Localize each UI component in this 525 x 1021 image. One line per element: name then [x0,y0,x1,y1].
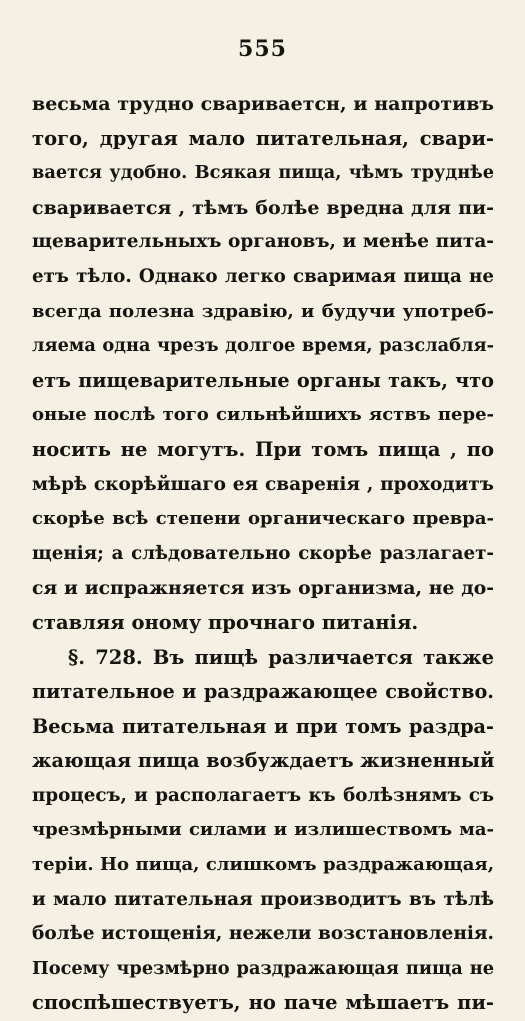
text-line: вается удобно. Всякая пища, чѣмъ труднѣе [32,162,494,184]
text-line: мѣрѣ скорѣйшаго ея сваренія , проходитъ [32,473,494,495]
section-heading-line: §. 728. Въ пищѣ различается также [68,645,494,669]
text-line: и мало питательная производитъ въ тѣлѣ [32,888,494,910]
text-line: носить не могутъ. При томъ пища , по [32,437,494,461]
text-line: всегда полезна здравію, и будучи употреб- [32,300,494,322]
body-text [32,87,494,1021]
text-line: весьма трудно свариваетсн, и напротивъ [32,93,494,115]
text-line: Весьма питательная и при томъ раздра- [32,714,494,738]
text-line: сваривается , тѣмъ болѣе вредна для пи- [32,196,494,219]
text-line: чрезмѣрными силами и излишествомъ ма- [32,819,494,841]
page-number: 555 [238,36,287,62]
text-line: ляема одна чрезъ долгое время, разслабля- [32,335,494,357]
text-line: етъ тѣло. Однако легко сваримая пища не [32,265,494,287]
text-line: питательное и раздражающее свойство. [32,680,494,704]
text-line: Посему чрезмѣрно раздражающая пища не [32,957,494,979]
text-line: етъ пищеварительные органы такъ, что [32,368,494,392]
text-line: скорѣе всѣ степени органическаго превра- [32,508,494,530]
text-line: ся и испражняется изъ организма, не до- [32,577,494,600]
text-line: болѣе истощенія, нежели возстановленія. [32,923,494,945]
text-line: того, другая мало питательная, свари- [32,126,494,150]
text-line: щенія; а слѣдовательно скорѣе разлагает- [32,542,494,564]
text-line: споспѣшествуетъ, но паче мѣшаетъ пи- [32,991,494,1015]
text-line: теріи. Но пища, слишкомъ раздражающая, [32,854,494,876]
text-line: щеварительныхъ органовъ, и менѣе пита- [32,231,494,253]
text-line: процесъ, и располагаетъ къ болѣзнямъ съ [32,784,494,806]
text-line: жающая пища возбуждаетъ жизненный [32,749,494,773]
paragraph-end-line: ставляя оному прочнаго питанія. [32,610,419,634]
text-line: оные послѣ того сильнѣйшихъ яствъ пере- [32,404,494,426]
